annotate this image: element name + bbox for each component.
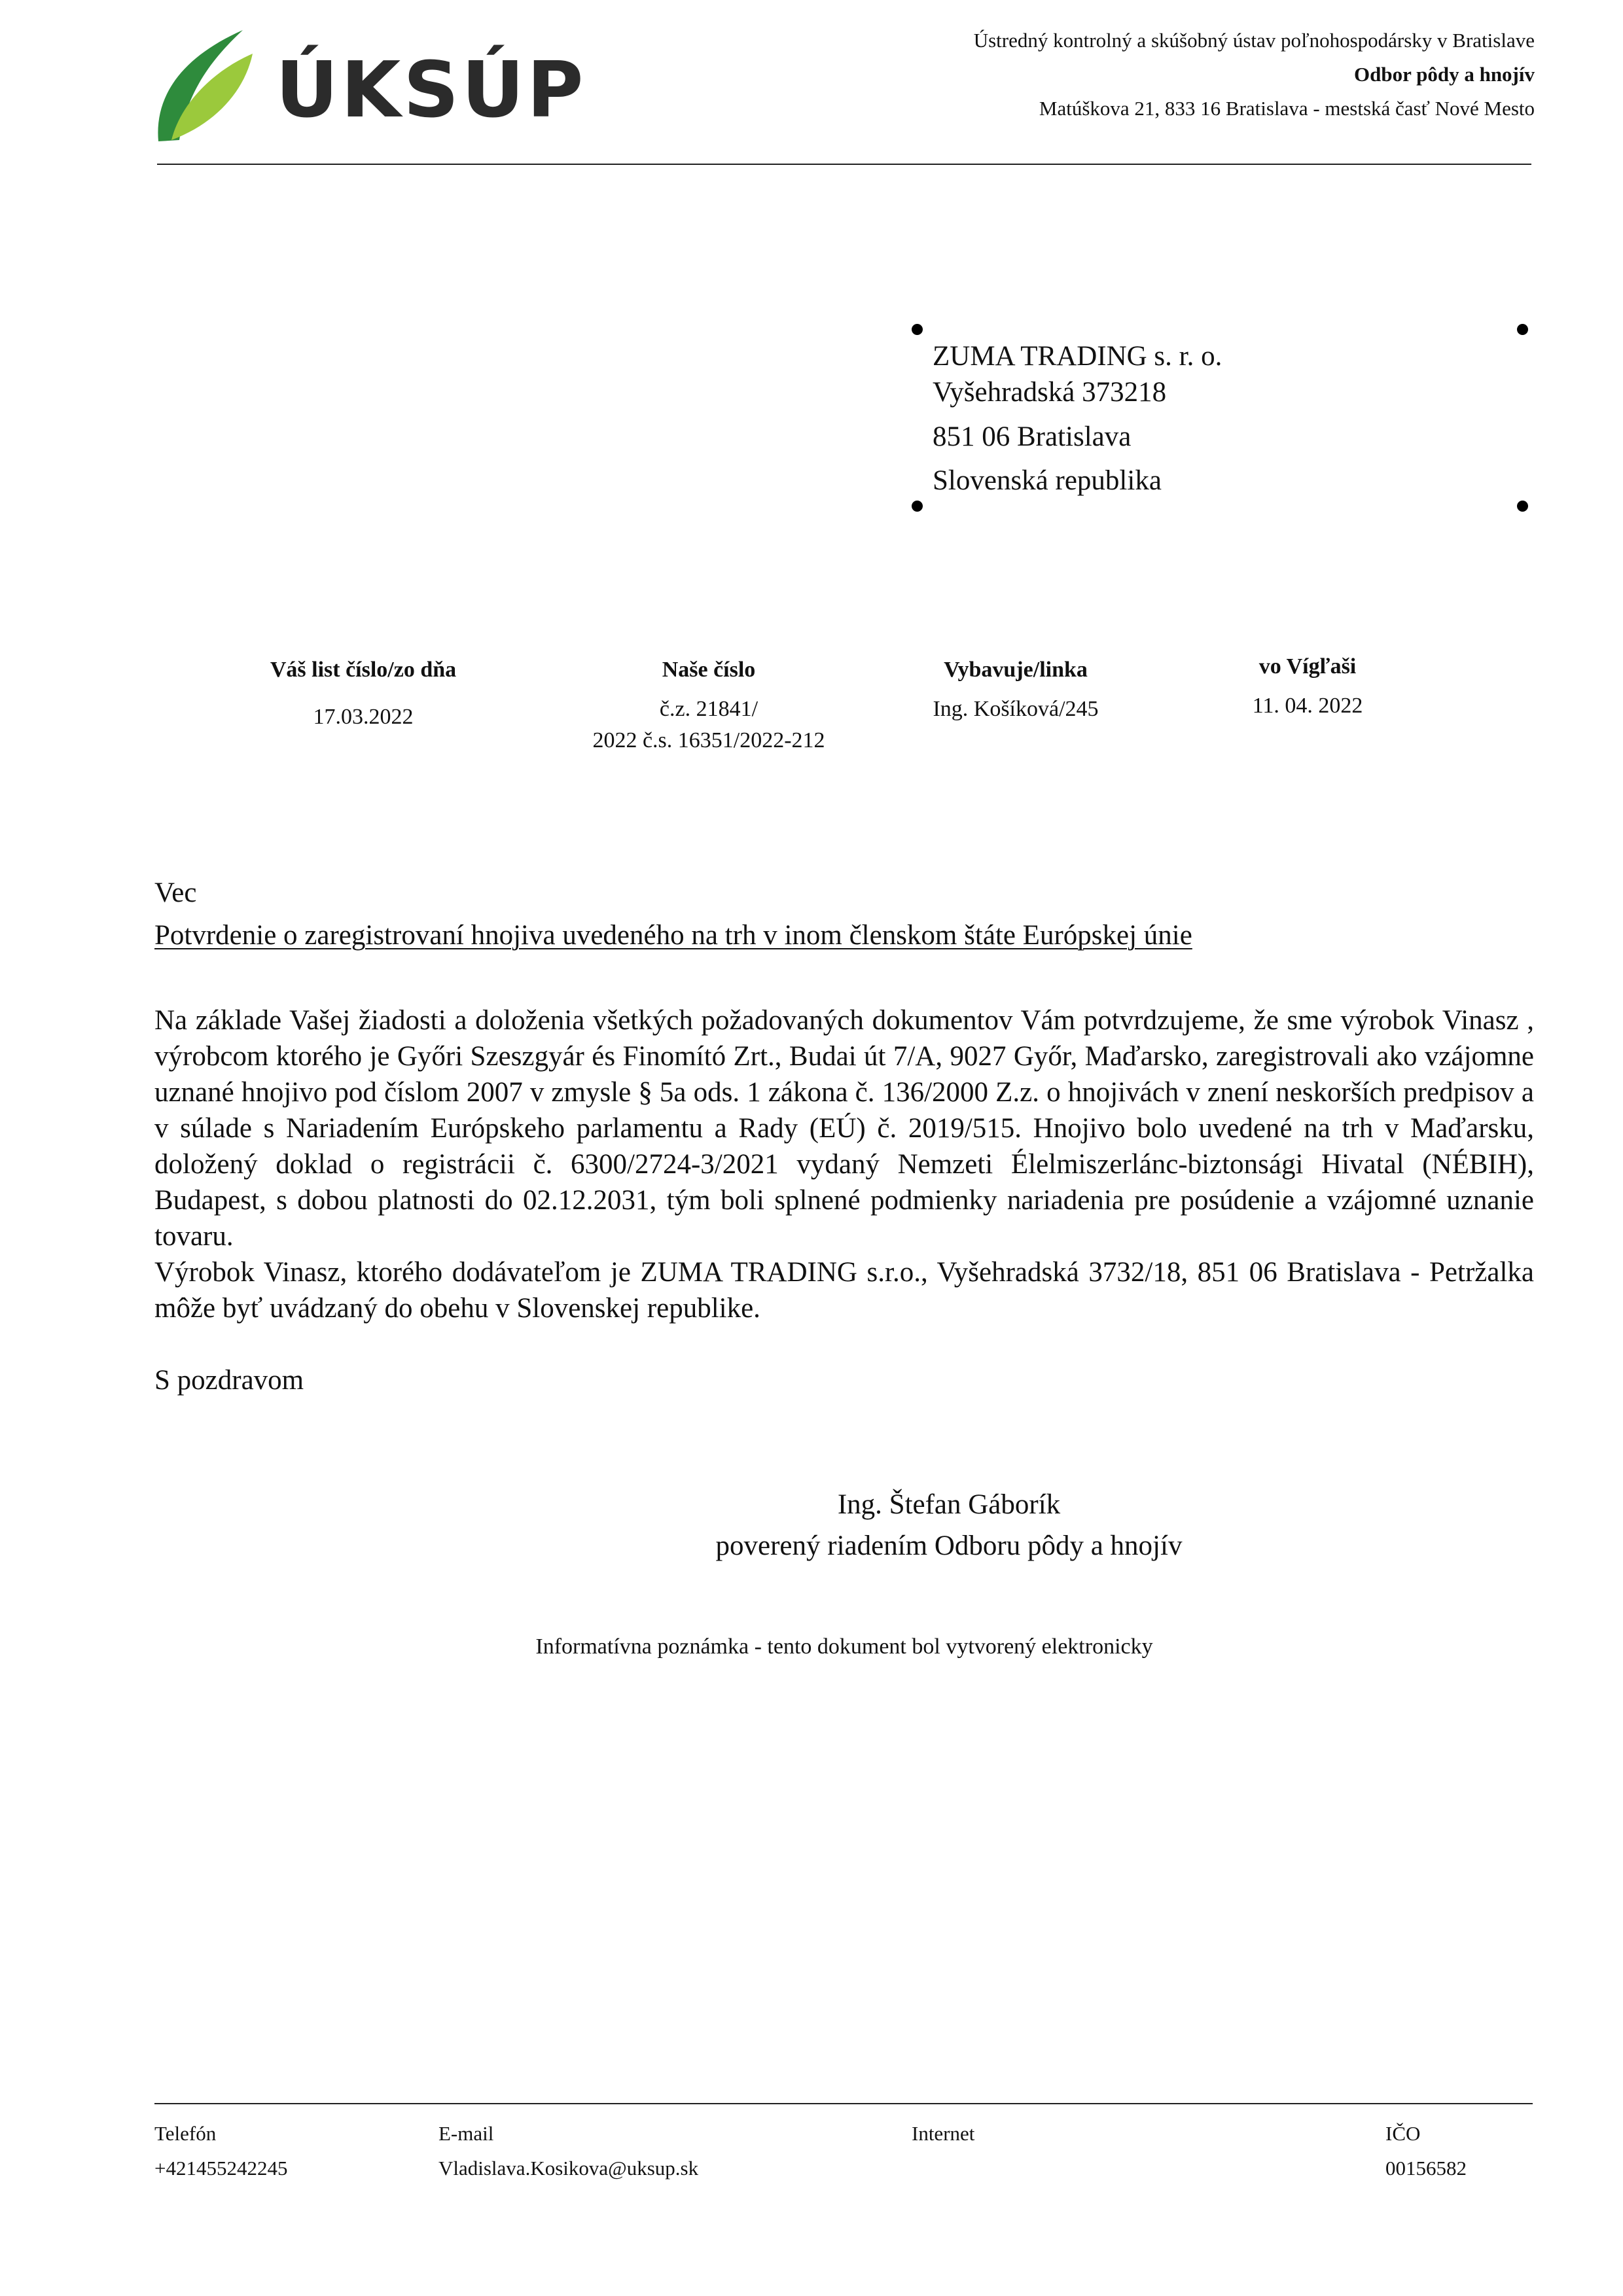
institution-name: Ústredný kontrolný a skúšobný ústav poľnohospodársky v Bratislave xyxy=(973,29,1535,52)
ref-our-number-label: Naše číslo xyxy=(662,658,756,682)
department-name: Odbor pôdy a hnojív xyxy=(1354,63,1535,86)
leaf-icon xyxy=(158,30,253,141)
ref-handled-by-label: Vybavuje/linka xyxy=(944,658,1088,682)
ref-place-label: vo Vígľaši xyxy=(1258,654,1357,679)
footer-internet-label: Internet xyxy=(912,2122,975,2145)
ref-your-letter-value: 17.03.2022 xyxy=(313,705,414,729)
recipient-city: 851 06 Bratislava xyxy=(933,421,1132,452)
ref-your-letter-label: Váš list číslo/zo dňa xyxy=(270,658,457,682)
signatory-name: Ing. Štefan Gáborík xyxy=(837,1489,1061,1520)
recipient-country: Slovenská republika xyxy=(933,465,1162,496)
subject-text: Potvrdenie o zaregistrovaní hnojiva uvedeného na trh v inom členskom štáte Európskej únie xyxy=(154,920,1192,951)
footer-divider xyxy=(154,2103,1533,2104)
electronic-note: Informatívna poznámka - tento dokument bol vytvorený elektronicky xyxy=(535,1634,1153,1659)
footer-ico: 00156582 xyxy=(1385,2157,1467,2180)
signatory-title: poverený riadením Odboru pôdy a hnojív xyxy=(715,1530,1183,1561)
institution-address: Matúškova 21, 833 16 Bratislava - mestská časť Nové Mesto xyxy=(1039,97,1535,120)
address-window-mark-bottom-right xyxy=(1517,501,1528,512)
recipient-street: Vyšehradská 373218 xyxy=(933,377,1167,408)
footer-phone-label: Telefón xyxy=(154,2122,217,2145)
ref-handled-by-value: Ing. Košíková/245 xyxy=(933,697,1099,721)
recipient-company: ZUMA TRADING s. r. o. xyxy=(933,341,1222,372)
footer-email[interactable]: Vladislava.Kosikova@uksup.sk xyxy=(438,2157,699,2180)
uksup-logo xyxy=(154,25,599,143)
closing-salutation: S pozdravom xyxy=(154,1365,304,1396)
header-divider xyxy=(157,164,1531,165)
subject-label: Vec xyxy=(154,877,197,908)
body-paragraph-2: Výrobok Vinasz, ktorého dodávateľom je ZUMA TRADING s.r.o., Vyšehradská 3732/18, 851 06 Bratislava - Petržalka môže byť uvádzaný do obehu v Slovenskej republike. xyxy=(154,1257,1534,1324)
body-paragraph-1: Na základe Vašej žiadosti a doloženia všetkých požadovaných dokumentov Vám potvrdzujeme, že sme výrobok Vinasz , výrobcom ktorého je Győri Szeszgyár és Finomító Zrt., Budai út 7/A, 9027 Győr, Maďarsko, zaregistrovali ako vzájomne uznané hnojivo pod číslom 2007 v zmysle § 5a ods. 1 zákona č. 136/2000 Z.z. o hnojivách v znení neskorších predpisov a v súlade s Nariadením Európskeho parlamentu a Rady (EÚ) č. 2019/515. Hnojivo bolo uvedené na trh v Maďarsku, doložený doklad o registrácii č. 6300/2724-3/2021 vydaný Nemzeti Élelmiszerlánc-biztonsági Hivatal (NÉBIH), Budapest, s dobou platnosti do 02.12.2031, tým boli splnené podmienky nariadenia pre posúdenie a vzájomné uznanie tovaru. xyxy=(154,1005,1534,1252)
footer-email-label: E-mail xyxy=(438,2122,494,2145)
footer-ico-label: IČO xyxy=(1385,2122,1421,2145)
ref-our-number-line1: č.z. 21841/ xyxy=(659,697,758,721)
footer-phone: +421455242245 xyxy=(154,2157,288,2180)
logo-text: ÚKSÚP xyxy=(276,44,586,135)
letter-body xyxy=(154,1002,1534,1326)
address-window-mark-top-right xyxy=(1517,324,1528,335)
ref-date-value: 11. 04. 2022 xyxy=(1252,694,1363,718)
ref-our-number-line2: 2022 č.s. 16351/2022-212 xyxy=(592,728,825,752)
address-window-mark-bottom-left xyxy=(912,501,923,512)
address-window-mark-top-left xyxy=(912,324,923,335)
